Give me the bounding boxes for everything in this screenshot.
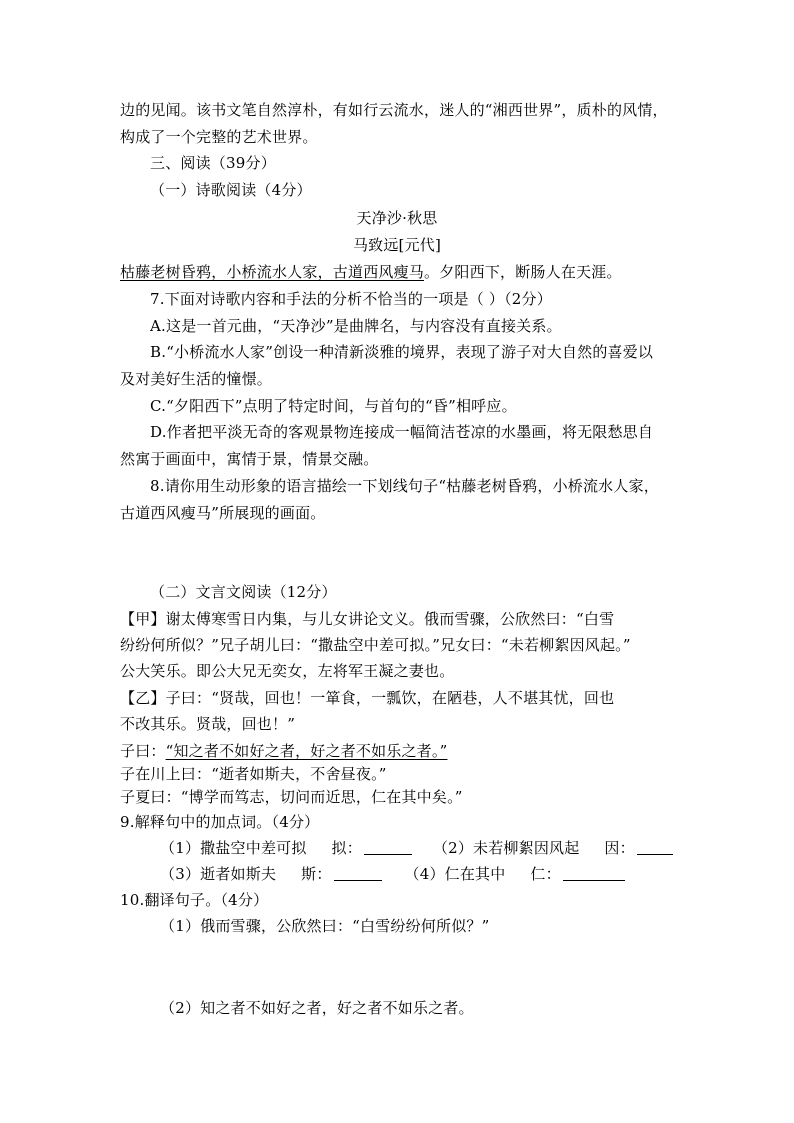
q9-item-4: （4）仁在其中: [404, 865, 506, 883]
question-10-sentence-1: （1）俄而雪骤，公欣然曰：“白雪纷纷何所似？”: [160, 917, 490, 935]
passage-yi-line-3: [120, 741, 676, 761]
question-9-row-1: [160, 838, 680, 858]
q9-answer-blank-3[interactable]: [334, 866, 382, 881]
poem-body: [120, 262, 676, 282]
q9-answer-blank-1[interactable]: [364, 840, 412, 855]
poem-title: 天净沙·秋思: [356, 209, 438, 227]
poem-underlined-line: 枯藤老树昏鸦，小桥流水人家，古道西风瘦马: [120, 263, 425, 281]
q9-item-1-label: 拟：: [331, 839, 362, 857]
intro-line-1: 边的见闻。该书文笔自然淳朴，有如行云流水，迷人的“湘西世界”，质朴的风情，: [120, 101, 668, 119]
subsection-poetry-heading: （一）诗歌阅读（4分）: [150, 181, 312, 199]
question-9-row-2: [160, 864, 680, 884]
passage-yi-line-1: 【乙】子曰：“贤哉，回也！一箪食，一瓢饮，在陋巷，人不堪其忧，回也: [120, 689, 615, 707]
passage-yi-line-5: 子夏曰：“博学而笃志，切问而近思，仁在其中矣。”: [120, 788, 463, 806]
passage-yi-line-3-prefix: 子曰：: [120, 742, 166, 760]
q7-option-b-line-1: B.“小桥流水人家”创设一种清新淡雅的境界，表现了游子对大自然的喜爱以: [150, 343, 654, 361]
q7-option-d-line-1: D.作者把平淡无奇的客观景物连接成一幅简洁苍凉的水墨画，将无限愁思自: [150, 423, 654, 441]
q9-item-3-label: 斯：: [301, 865, 332, 883]
poem-author: 马致远[元代]: [352, 236, 442, 254]
q7-option-c: C.“夕阳西下”点明了特定时间，与首句的“昏”相呼应。: [150, 397, 517, 415]
q9-item-2: （2）未若柳絮因风起: [432, 839, 580, 857]
question-8-line-1: 8.请你用生动形象的语言描绘一下划线句子“枯藤老树昏鸦，小桥流水人家，: [150, 477, 659, 495]
q7-option-d-line-2: 然寓于画面中，寓情于景，情景交融。: [120, 450, 379, 468]
poem-line-rest: 。夕阳西下，断肠人在天涯。: [424, 263, 622, 281]
subsection-classical-heading: （二）文言文阅读（12分）: [150, 583, 337, 601]
question-9-stem: 9.解释句中的加点词。（4分）: [120, 813, 320, 831]
q9-answer-blank-4[interactable]: [563, 866, 625, 881]
q9-item-2-label: 因：: [604, 839, 635, 857]
question-10-stem: 10.翻译句子。（4分）: [120, 891, 269, 909]
question-7-stem: 7.下面对诗歌内容和手法的分析不恰当的一项是（ ）（2分）: [150, 290, 552, 308]
q7-option-a: A.这是一首元曲，“天净沙”是曲牌名，与内容没有直接关系。: [150, 317, 562, 335]
q9-item-4-label: 仁：: [530, 865, 561, 883]
passage-yi-line-4: 子在川上曰：“逝者如斯夫，不舍昼夜。”: [120, 765, 387, 783]
passage-jia-line-2: 纷纷何所似？”兄子胡儿曰：“撒盐空中差可拟。”兄女曰：“未若柳絮因风起。”: [120, 636, 631, 654]
passage-yi-underlined-sentence: “知之者不如好之者，好之者不如乐之者。”: [165, 742, 448, 760]
passage-yi-line-2: 不改其乐。贤哉，回也！”: [120, 715, 296, 733]
q9-item-1: （1）撒盐空中差可拟: [160, 839, 307, 857]
question-8-line-2: 古道西风瘦马”所展现的画面。: [120, 504, 326, 522]
intro-line-2: 构成了一个完整的艺术世界。: [120, 128, 318, 146]
passage-jia-line-1: 【甲】谢太傅寒雪日内集，与儿女讲论文义。俄而雪骤，公欣然曰：“白雪: [120, 610, 615, 628]
q9-item-3: （3）逝者如斯夫: [160, 865, 277, 883]
passage-jia-line-3: 公大笑乐。即公大兄无奕女，左将军王凝之妻也。: [120, 662, 455, 680]
q9-answer-blank-2[interactable]: [637, 840, 673, 855]
section-heading: 三、阅读（39分）: [150, 154, 276, 172]
question-10-sentence-2: （2）知之者不如好之者，好之者不如乐之者。: [160, 999, 474, 1017]
q7-option-b-line-2: 及对美好生活的憧憬。: [120, 370, 273, 388]
